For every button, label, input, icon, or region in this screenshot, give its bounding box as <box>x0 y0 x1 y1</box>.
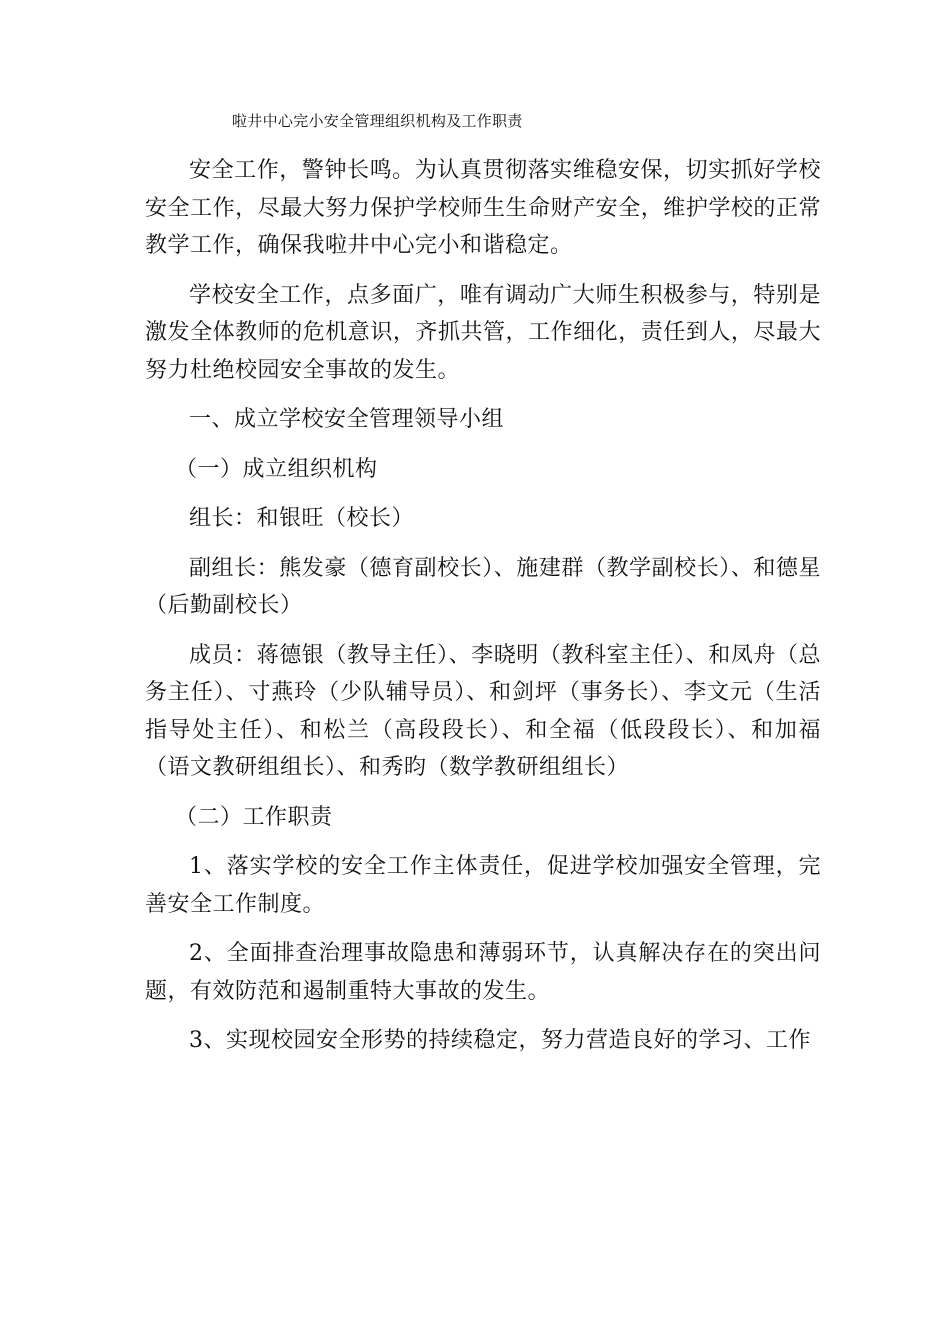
section-heading-leadership-group: 一、成立学校安全管理领导小组 <box>189 407 505 432</box>
duty-item-1: 1、落实学校的安全工作主体责任，促进学校加强安全管理，完善安全工作制度。 <box>145 854 821 917</box>
group-leader-line: 组长：和银旺（校长） <box>189 506 415 531</box>
duty-item-2: 2、全面排查治理事故隐患和薄弱环节，认真解决存在的突出问题，有效防范和遏制重特大事故的发生。 <box>145 941 821 1004</box>
members-paragraph: 成员：蒋德银（教导主任）、李晓明（教科室主任）、和凤舟（总务主任）、寸燕玲（少队辅导员）、和剑坪（事务长）、李文元（生活指导处主任）、和松兰（高段段长）、和全福（低段段长）、和加福（语文教研组组长）、和秀昀（数学教研组组长） <box>145 642 821 780</box>
intro-paragraph: 安全工作，警钟长鸣。为认真贯彻落实维稳安保，切实抓好学校安全工作，尽最大努力保护学校师生生命财产安全，维护学校的正常教学工作，确保我啦井中心完小和谐稳定。 <box>145 158 821 258</box>
subsection-heading-duties: （二）工作职责 <box>175 804 333 830</box>
duty-item-3: 3、实现校园安全形势的持续稳定，努力营造良好的学习、工作 <box>189 1028 811 1053</box>
purpose-paragraph: 学校安全工作，点多面广，唯有调动广大师生积极参与，特别是激发全体教师的危机意识，齐抓共管，工作细化，责任到人，尽最大努力杜绝校园安全事故的发生。 <box>145 282 821 383</box>
deputy-leaders-paragraph: 副组长：熊发豪（德育副校长）、施建群（教学副校长）、和德星（后勤副校长） <box>145 555 821 618</box>
document-body <box>145 152 821 1060</box>
subsection-heading-organization: （一）成立组织机构 <box>175 456 378 482</box>
document-title: 啦井中心完小安全管理组织机构及工作职责 <box>232 112 523 130</box>
